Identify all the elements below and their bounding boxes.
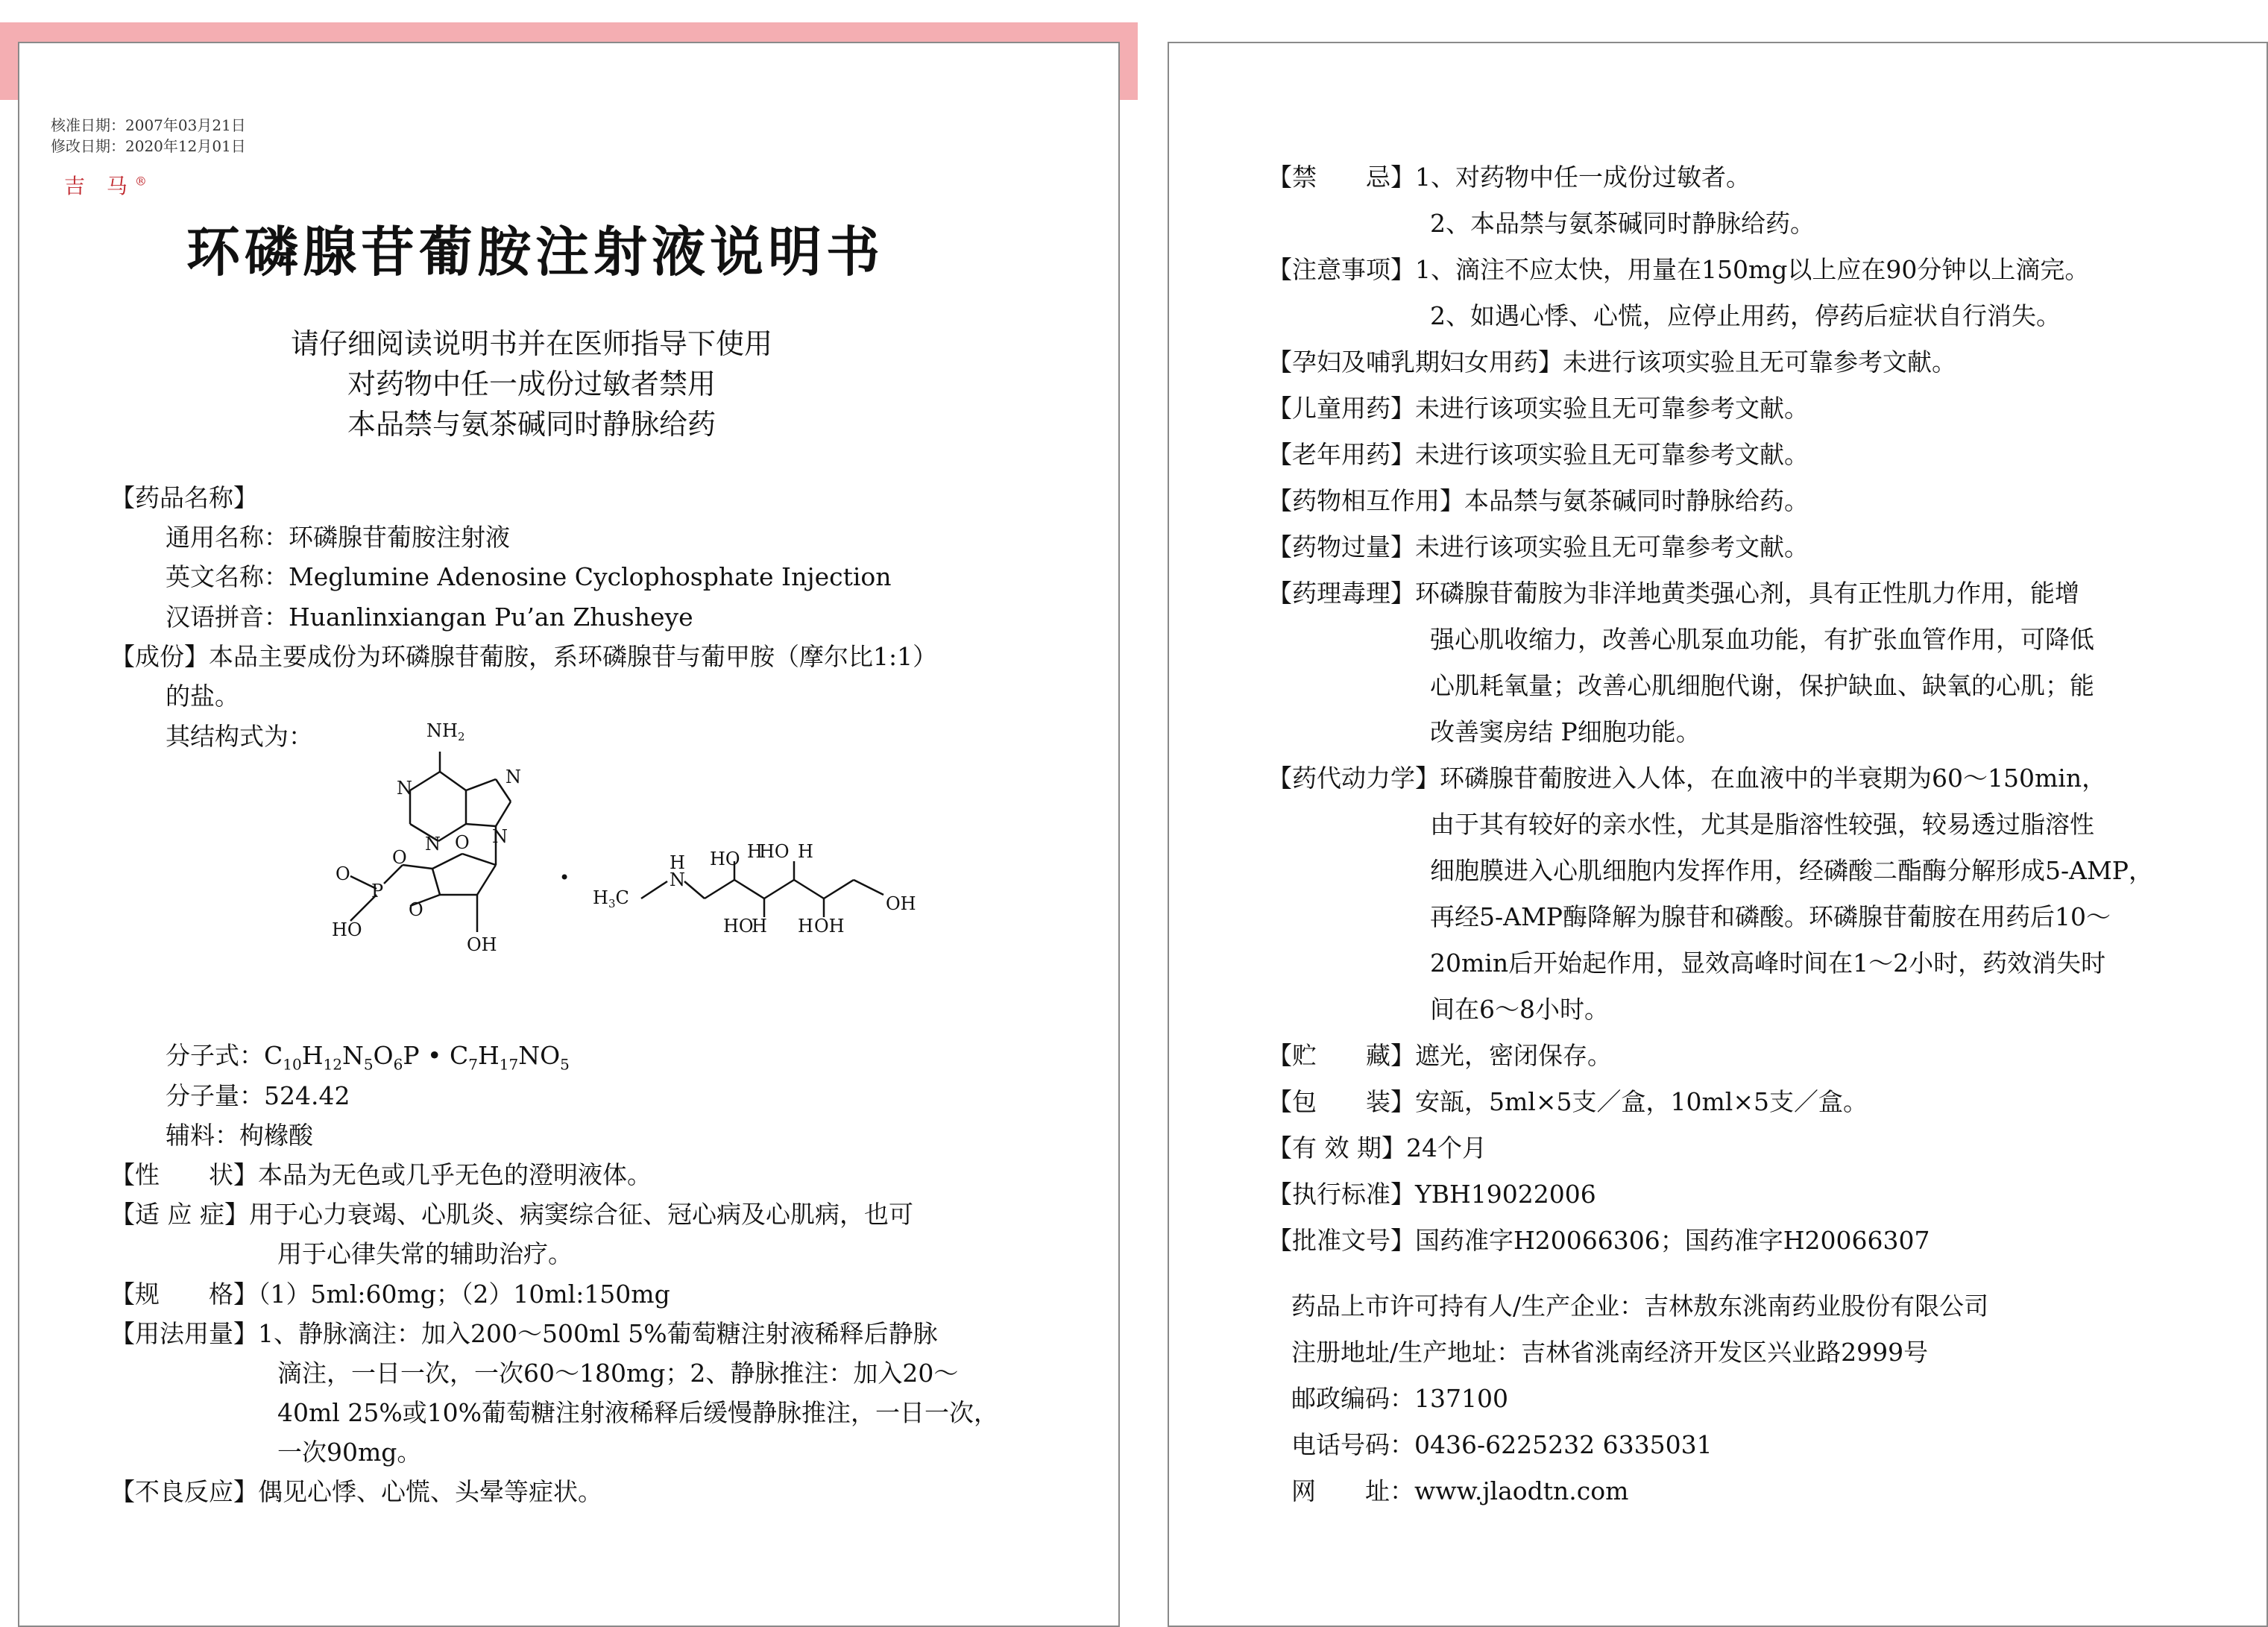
composition-line-2: 的盐。 bbox=[166, 682, 239, 711]
registered-mark: ® bbox=[134, 174, 147, 189]
english-name: 英文名称：Meglumine Adenosine Cyclophosphate Injection bbox=[166, 562, 892, 591]
atom-label: H bbox=[798, 916, 813, 937]
molecular-weight: 分子量：524.42 bbox=[166, 1081, 350, 1110]
atom-label: N bbox=[670, 869, 685, 890]
bond bbox=[684, 881, 705, 899]
standard: 【执行标准】YBH19022006 bbox=[1267, 1180, 1596, 1209]
appearance: 【性 状】本品为无色或几乎无色的澄明液体。 bbox=[110, 1160, 652, 1189]
indication-line-2: 用于心律失常的辅助治疗。 bbox=[277, 1239, 573, 1268]
atom-label: H bbox=[670, 852, 685, 873]
atom-label: O bbox=[409, 899, 423, 920]
atom-label: H bbox=[798, 841, 813, 862]
atom-label: P bbox=[371, 881, 384, 901]
pharmacokinetics-line-4: 再经5-AMP酶降解为腺苷和磷酸。环磷腺苷葡胺在用药后10～ bbox=[1430, 902, 2111, 931]
phone: 电话号码：0436-6225232 6335031 bbox=[1291, 1430, 1713, 1459]
brand-name: 吉 马 bbox=[64, 174, 135, 198]
validity: 【有 效 期】24个月 bbox=[1267, 1133, 1487, 1162]
bond bbox=[462, 854, 496, 865]
chemical-structure bbox=[328, 716, 939, 999]
dot-separator: • bbox=[559, 867, 570, 888]
atom-label: H bbox=[752, 916, 767, 937]
caution-line-1: 【注意事项】1、滴注不应太快，用量在150mg以上应在90分钟以上滴完。 bbox=[1267, 255, 2090, 284]
dosage-line-3: 40ml 25%或10%葡萄糖注射液稀释后缓慢静脉推注，一日一次， bbox=[277, 1398, 999, 1427]
pharmacology-line-4: 改善窦房结 P细胞功能。 bbox=[1430, 717, 1701, 746]
atom-label: N bbox=[397, 778, 412, 799]
excipient: 辅料：枸橼酸 bbox=[166, 1121, 313, 1150]
bond bbox=[824, 880, 854, 899]
atom-label: HO bbox=[723, 916, 754, 937]
drug-interaction: 【药物相互作用】本品禁与氨茶碱同时静脉给药。 bbox=[1267, 486, 1809, 515]
pharmacokinetics-line-3: 细胞膜进入心肌细胞内发挥作用，经磷酸二酯酶分解形成5-AMP， bbox=[1430, 856, 2153, 885]
contraindication-line-1: 【禁 忌】1、对药物中任一成份过敏者。 bbox=[1267, 163, 1751, 192]
pharmacokinetics-line-5: 20min后开始起作用，显效高峰时间在1～2小时，药效消失时 bbox=[1430, 948, 2106, 978]
bond bbox=[641, 881, 667, 899]
dosage-line-4: 一次90mg。 bbox=[277, 1438, 422, 1467]
nh2-label: $NH_2$ bbox=[426, 720, 465, 743]
formula-value: $C_{10}H_{12}N_5O_6P$ • $C_7H_{17}NO_5$ bbox=[264, 1041, 570, 1074]
dosage-line-2: 滴注，一日一次，一次60～180mg；2、静脉推注：加入20～ bbox=[277, 1359, 959, 1388]
warning-line-1: 请仔细阅读说明书并在医师指导下使用 bbox=[290, 327, 772, 360]
bond bbox=[477, 865, 496, 895]
postcode: 邮政编码：137100 bbox=[1291, 1384, 1508, 1413]
caution-line-2: 2、如遇心悸、心慌，应停止用药，停药后症状自行消失。 bbox=[1430, 301, 2061, 330]
revision-date: 修改日期：2020年12月01日 bbox=[51, 137, 246, 155]
atom-label: N bbox=[425, 834, 441, 855]
adverse-reactions: 【不良反应】偶见心悸、心慌、头晕等症状。 bbox=[110, 1477, 602, 1506]
pregnancy-use: 【孕妇及哺乳期妇女用药】未进行该项实验且无可靠参考文献。 bbox=[1267, 347, 1956, 377]
formula-label: 分子式： bbox=[166, 1041, 264, 1070]
bond bbox=[794, 880, 824, 899]
atom-label: OH bbox=[886, 893, 916, 914]
bond bbox=[440, 772, 466, 790]
bond bbox=[705, 880, 734, 899]
bond bbox=[432, 854, 462, 869]
atom-label: HO bbox=[710, 849, 740, 869]
address: 注册地址/生产地址：吉林省洮南经济开发区兴业路2999号 bbox=[1291, 1338, 1929, 1367]
atom-label: N bbox=[505, 767, 521, 787]
bond bbox=[854, 880, 883, 895]
warning-line-3: 本品禁与氨茶碱同时静脉给药 bbox=[347, 408, 716, 441]
bond bbox=[410, 772, 440, 790]
pediatric-use: 【儿童用药】未进行该项实验且无可靠参考文献。 bbox=[1267, 394, 1809, 423]
bond bbox=[764, 880, 794, 899]
pharmacology-line-3: 心肌耗氧量；改善心肌细胞代谢，保护缺血、缺氧的心肌；能 bbox=[1430, 671, 2094, 700]
contraindication-line-2: 2、本品禁与氨茶碱同时静脉给药。 bbox=[1430, 209, 1815, 238]
atom-label: O bbox=[336, 863, 350, 884]
manufacturer: 药品上市许可持有人/生产企业：吉林敖东洮南药业股份有限公司 bbox=[1291, 1291, 1989, 1321]
bond bbox=[466, 779, 496, 790]
pharmacology-line-2: 强心肌收缩力，改善心肌泵血功能，有扩张血管作用，可降低 bbox=[1430, 625, 2094, 654]
molecular-formula bbox=[166, 1036, 570, 1074]
bond bbox=[734, 880, 764, 899]
bond bbox=[466, 824, 496, 826]
atom-label: OH bbox=[467, 934, 497, 955]
dosage-line-1: 【用法用量】1、静脉滴注：加入200～500ml 5%葡萄糖注射液稀释后静脉 bbox=[110, 1319, 938, 1348]
generic-name: 通用名称：环磷腺苷葡胺注射液 bbox=[166, 523, 510, 552]
package: 【包 装】安瓿，5ml×5支／盒，10ml×5支／盒。 bbox=[1267, 1087, 1868, 1116]
composition-line-1: 【成份】本品主要成份为环磷腺苷葡胺，系环磷腺苷与葡甲胺（摩尔比1:1） bbox=[110, 642, 938, 671]
approval-number: 【批准文号】国药准字H20066306；国药准字H20066307 bbox=[1267, 1226, 1930, 1255]
geriatric-use: 【老年用药】未进行该项实验且无可靠参考文献。 bbox=[1267, 440, 1809, 469]
atom-label: HO bbox=[332, 919, 362, 940]
title-text: 环磷腺苷葡胺注射液说明书 bbox=[186, 221, 884, 283]
pharmacokinetics-line-6: 间在6～8小时。 bbox=[1430, 995, 1609, 1024]
brand-logo bbox=[64, 170, 147, 200]
pinyin-name: 汉语拼音：Huanlinxiangan Pu’an Zhusheye bbox=[166, 602, 693, 632]
h3c-label: $H_3C$ bbox=[593, 887, 629, 910]
indication-line-1: 【适 应 症】用于心力衰竭、心肌炎、病窦综合征、冠心病及心肌病，也可 bbox=[110, 1200, 913, 1229]
pharmacokinetics-line-2: 由于其有较好的亲水性，尤其是脂溶性较强，较易透过脂溶性 bbox=[1430, 810, 2094, 839]
atom-label: O bbox=[392, 847, 407, 868]
atom-label: O bbox=[455, 832, 470, 853]
storage: 【贮 藏】遮光，密闭保存。 bbox=[1267, 1041, 1612, 1070]
atom-label: OH bbox=[814, 916, 845, 937]
drug-name-heading: 【药品名称】 bbox=[110, 483, 258, 512]
atom-label: H bbox=[747, 841, 763, 862]
atom-label: N bbox=[492, 826, 508, 847]
bond bbox=[432, 869, 440, 895]
warning-line-2: 对药物中任一成份过敏者禁用 bbox=[347, 368, 716, 400]
pharmacokinetics-line-1: 【药代动力学】环磷腺苷葡胺进入人体，在血液中的半衰期为60～150min， bbox=[1267, 764, 2107, 793]
pharmacology-line-1: 【药理毒理】环磷腺苷葡胺为非洋地黄类强心剂，具有正性肌力作用，能增 bbox=[1267, 579, 2079, 608]
bond bbox=[403, 865, 432, 869]
website: 网 址：www.jlaodtn.com bbox=[1291, 1476, 1629, 1505]
page-title bbox=[0, 209, 1138, 286]
bond bbox=[496, 802, 511, 826]
specification: 【规 格】（1）5ml:60mg；（2）10ml:150mg bbox=[110, 1280, 670, 1309]
approval-date: 核准日期：2007年03月21日 bbox=[51, 116, 246, 134]
atom-label: HO bbox=[759, 841, 790, 862]
structure-label: 其结构式为： bbox=[166, 722, 313, 751]
overdose: 【药物过量】未进行该项实验且无可靠参考文献。 bbox=[1267, 532, 1809, 561]
